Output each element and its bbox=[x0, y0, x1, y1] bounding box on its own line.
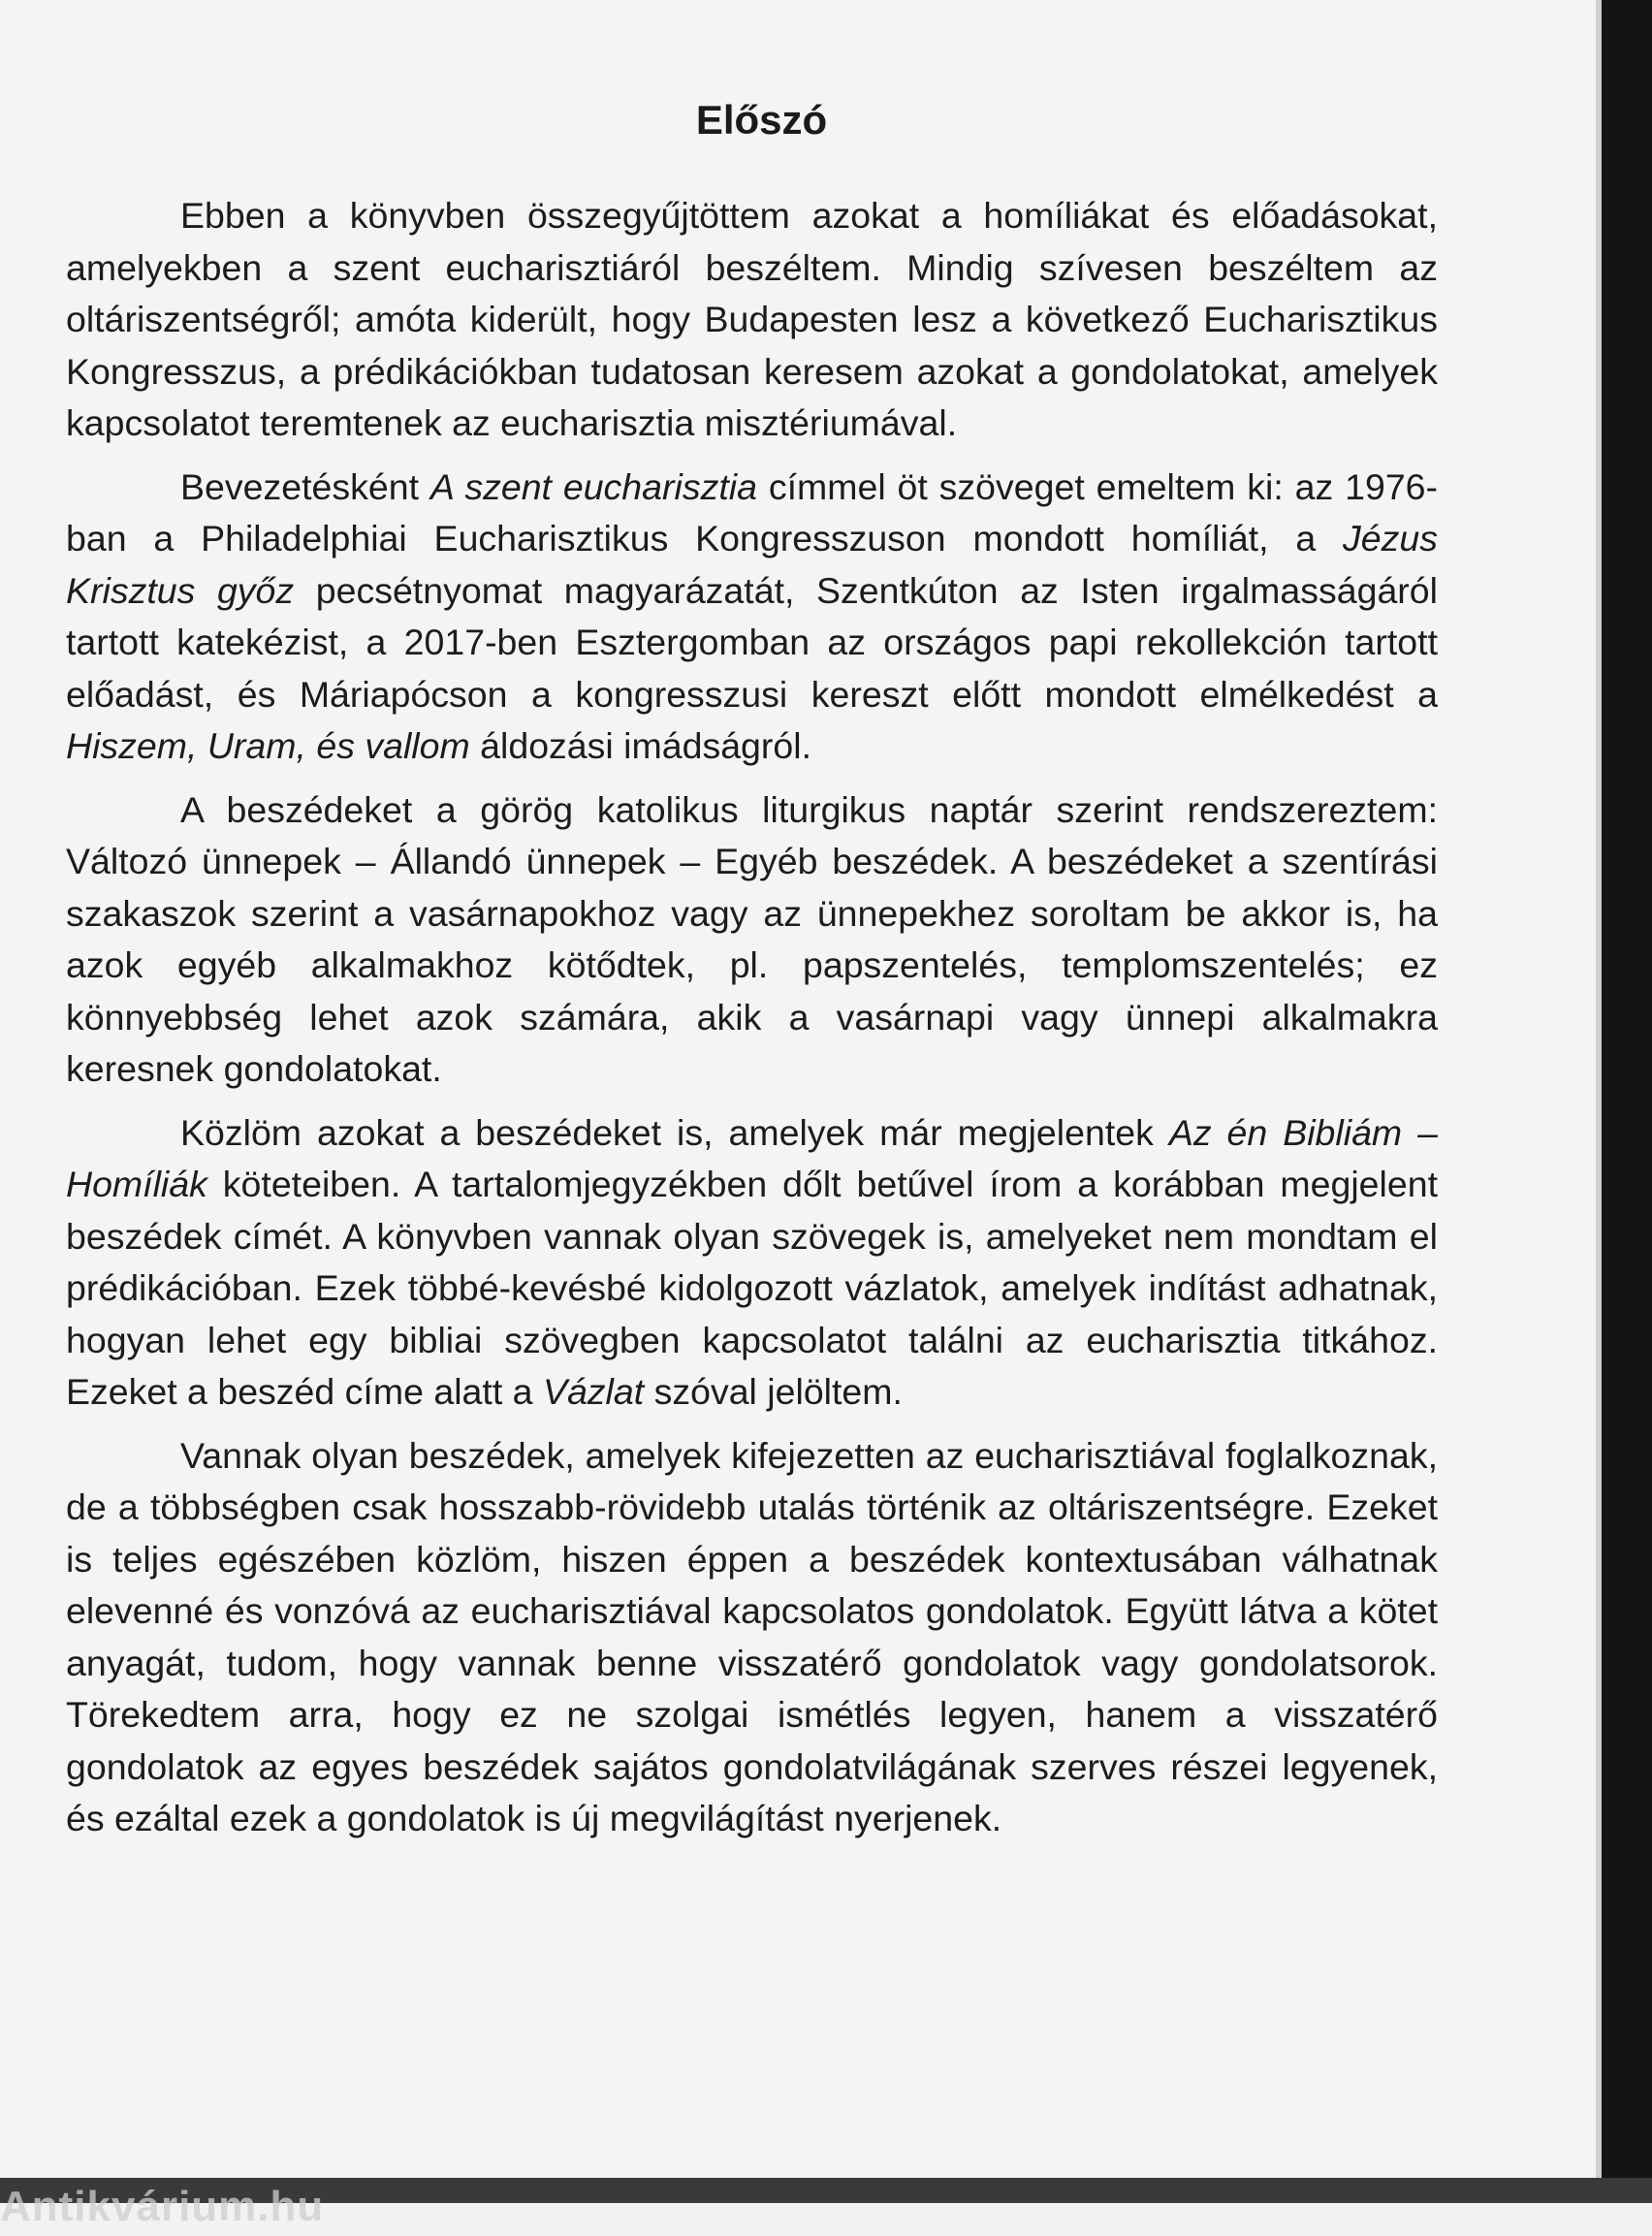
paragraph-2 bbox=[66, 462, 1438, 773]
paragraph-text: Ebben a könyvben összegyűjtöttem azokat a homíliákat és előadásokat, amelyekben a szent eucharisztiáról beszéltem. Mindig szívesen beszéltem az oltáriszentségről; amóta kiderült, hogy Budapesten lesz a következő Eucharisztikus Kongresszus, a prédikációkban tudatosan keresem azokat a gondolatokat, amelyek kapcsolatot teremtenek az eucharisztia misztériumával. bbox=[66, 195, 1438, 443]
page-title: Előszó bbox=[695, 97, 828, 143]
italic-title-text: Jézus Krisztus győz bbox=[66, 518, 1438, 611]
paragraph-text: köteteiben. A tartalomjegyzékben dőlt betűvel írom a korábban megjelent beszédek címét. A könyvben vannak olyan szövegek is, amelyeket nem mondtam el prédikációban. Ezek többé-kevésbé kidolgozott vázlatok, amelyek indítást adhatnak, hogyan lehet egy bibliai szövegben kapcsolatot találni az eucharisztia titkához. Ezeket a beszéd címe alatt a bbox=[66, 1164, 1438, 1412]
italic-title-text: Hiszem, Uram, és vallom bbox=[66, 725, 470, 766]
italic-title-text: Vázlat bbox=[542, 1371, 645, 1412]
paragraph-text: áldozási imádságról. bbox=[469, 725, 811, 766]
watermark: Antikvárium.hu bbox=[0, 2183, 325, 2230]
paragraph-text: pecsétnyomat magyarázatát, Szentkúton az Isten irgalmasságáról tartott katekézist, a 2017-ben Esztergomban az országos papi rekollekción tartott előadást, és Máriapócson a kongresszusi kereszt előtt mondott elmélkedést a bbox=[66, 569, 1438, 715]
paragraph-5 bbox=[66, 1430, 1438, 1845]
book-spine bbox=[1602, 0, 1652, 2203]
paragraph-text: címmel öt szöveget emeltem ki: az 1976-ban a Philadelphiai Eucharisztikus Kongresszuson mondott homíliát, a bbox=[66, 465, 1439, 559]
paragraph-list bbox=[66, 190, 1438, 1845]
paragraph-text: Vannak olyan beszédek, amelyek kifejezetten az eucharisztiával foglalkoznak, de a többségben csak hosszabb-rövidebb utalás történik az oltáriszentségre. Ezeket is teljes egészében közlöm, hiszen éppen a beszédek kontextusában válhatnak elevenné és vonzóvá az eucharisztiával kapcsolatos gondolatok. Együtt látva a kötet anyagát, tudom, hogy vannak benne visszatérő gondolatok vagy gondolatsorok. Törekedtem arra, hogy ez ne szolgai ismétlés legyen, hanem a visszatérő gondolatok az egyes beszédek sajátos gondolatvilágának szerves részei legyenek, és ezáltal ezek a gondolatok is új megvilágítást nyerjenek. bbox=[66, 1434, 1438, 1838]
paragraph-3 bbox=[66, 784, 1438, 1096]
page-content bbox=[66, 97, 1438, 1857]
paragraph-4 bbox=[66, 1107, 1438, 1419]
paragraph-text: A beszédeket a görög katolikus liturgikus naptár szerint rendszereztem: Változó ünnepek – Állandó ünnepek – Egyéb beszédek. A beszédeket a szentírási szakaszok szerint a vasárnapokhoz vagy az ünnepekhez soroltam be akkor is, ha azok egyéb alkalmakhoz kötődtek, pl. papszentelés, templomszentelés; ez könnyebbség lehet azok számára, akik a vasárnapi vagy ünnepi alkalmakra keresnek gondolatokat. bbox=[66, 788, 1438, 1089]
paragraph-text: szóval jelöltem. bbox=[644, 1371, 903, 1412]
italic-title-text: A szent eucharisztia bbox=[429, 465, 757, 507]
paragraph-text: Közlöm azokat a beszédeket is, amelyek már megjelentek bbox=[180, 1111, 1169, 1153]
paragraph-1 bbox=[66, 190, 1438, 450]
paragraph-text: Bevezetésként bbox=[180, 465, 430, 507]
italic-title-text: Az én Bibliám – Homíliák bbox=[66, 1111, 1438, 1204]
